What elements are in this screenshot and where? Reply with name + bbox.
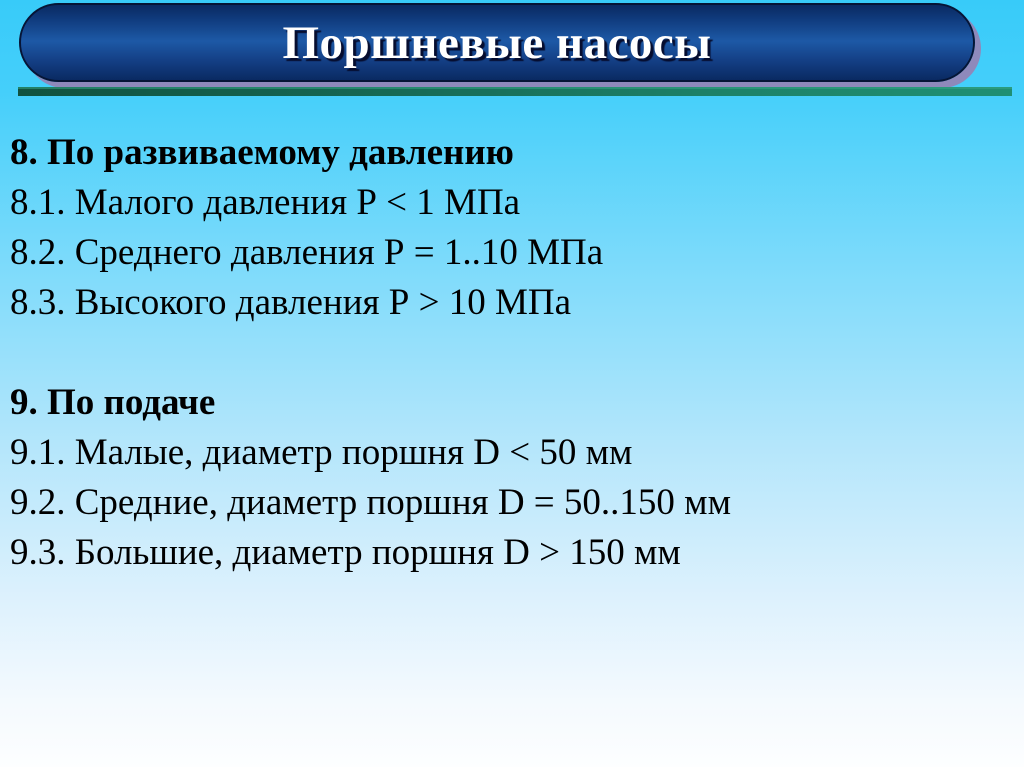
list-item: 9.1. Малые, диаметр поршня D < 50 мм [10,432,633,473]
list-item: 8.1. Малого давления Р < 1 МПа [10,182,521,223]
list-item: 9.2. Средние, диаметр поршня D = 50..150 мм [10,482,731,523]
section-flow [10,378,1014,578]
title-bar [19,3,975,82]
list-item: 9.3. Большие, диаметр поршня D > 150 мм [10,532,681,573]
slide-body [10,128,1014,628]
divider-rule [18,87,1012,96]
slide-title: Поршневые насосы [282,16,712,69]
list-item: 8.3. Высокого давления Р > 10 МПа [10,282,572,323]
list-item: 8.2. Среднего давления Р = 1..10 МПа [10,232,604,273]
section-pressure [10,128,1014,328]
section-pressure-header: 8. По развиваемому давлению [10,132,514,173]
section-flow-header: 9. По подаче [10,382,216,423]
